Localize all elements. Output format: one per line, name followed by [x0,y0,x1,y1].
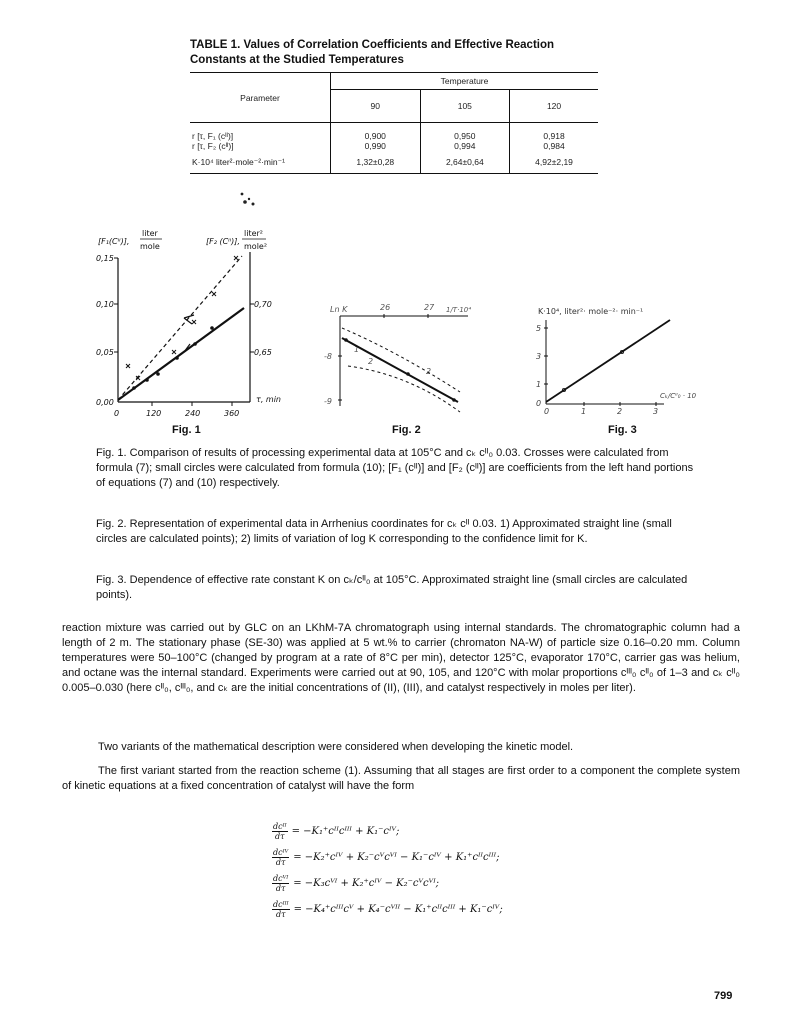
fig1-xtick: 120 [146,409,162,418]
figure-2 [318,296,498,416]
fig3-xtick: 3 [653,407,659,416]
fig1-ytick: 0,05 [96,348,114,357]
temp-120: 120 [546,101,562,111]
fig1-ytick: 0,10 [96,300,114,309]
fig1-right-ylabel-prefix: [F₂ (Cᴵᴵ)], [206,237,240,246]
cell: 0,918 [543,131,565,141]
fig2-curve-label: 2 [368,357,374,366]
equation [272,896,712,922]
data-table [190,72,598,174]
eq-num: dcⱽᴵ [273,873,289,883]
fig1-left-ylabel-top: liter [142,229,158,238]
fig1-dashed-line [118,256,242,400]
fig1-caption: Fig. 1. Comparison of results of processing experimental data at 105°C and cₖ cᴵᴵ₀ 0.03. Crosses were calculated from formula (7); small circles were calculated from formula (10); [F₁ (cᴵᴵ)] and [F₂ (cᴵᴵ)] are coefficients from the left hand portions of equations (7) and (10) respectively. [96,447,694,489]
equation [272,844,712,870]
cell: 0,994 [454,141,476,151]
fig2-line [342,338,458,402]
fig1-crosses [126,256,238,380]
fig1-left-ylabel-prefix: [F₁(Cᴵᴵ)], [98,237,130,246]
param-header: Parameter [190,73,331,123]
fig3-label: Fig. 3 [608,424,637,436]
temp-90: 90 [331,90,421,123]
fig3-xlabel: Cₖ/Cᴵᴵ₀ · 10 [660,392,697,400]
fig1-xtick: 0 [114,409,120,418]
eq-num: dcᴵⱽ [273,847,289,857]
eq-rhs: = −K₂⁺cᴵⱽ + K₂⁻cⱽcⱽᴵ − K₁⁻cᴵⱽ + K₁⁺cᴵᴵcᴵᴵᴵ; [293,851,500,863]
row-param-3: K·10⁴ liter²·mole⁻²·min⁻¹ [190,151,331,174]
cell: 0,900 [364,131,386,141]
fig3-line [546,320,670,402]
fig3-xtick: 0 [544,407,550,416]
eq-num: dcᴵᴵᴵ [273,899,289,909]
fig1-ytick-right: 0,70 [254,300,272,309]
fig2-label: Fig. 2 [392,424,421,436]
fig3-ytick: 0 [536,399,542,408]
eq-den: dτ [275,883,286,893]
body-paragraph-3: The first variant started from the reaction scheme (1). Assuming that all stages are first order to a component the complete system of kinetic equations at a fixed concentration of catalyst will have the form [62,765,740,792]
fig1-ytick: 0,00 [96,398,114,407]
fig3-xtick: 2 [617,407,623,416]
equation-system [272,818,712,922]
body-paragraph-1: reaction mixture was carried out by GLC on an LKhM-7A chromatograph using internal standards. The chromatographic column had a length of 2 m. The stationary phase (SE-30) was applied at 5 wt.% to carrier (chromaton NA-W) of particle size 0.16–0.20 mm. Column temperatures were 50–100°C (changed by program at a rate of 8°C per min), detector 125°C, evaporator 170°C, carrier gas was helium, and octane was the internal standard. Experiments were carried out at 90, 105, and 120°C with molar proportions cᴵᴵᴵ₀ cᴵᴵ₀ of 1–3 and cₖ cᴵᴵ₀ 0.005–0.030 (here cᴵᴵ₀, cᴵᴵᴵ₀, and cₖ are the initial concentrations of (II), (III), and catalyst respectively in moles per liter). [62,622,740,694]
fig2-xtick: 27 [424,303,435,312]
equation [272,818,712,844]
cell: 0,984 [543,141,565,151]
fig3-xtick: 1 [581,407,587,416]
eq-rhs: = −K₁⁺cᴵᴵcᴵᴵᴵ + K₁⁻cᴵⱽ; [291,825,400,837]
temp-105: 105 [420,90,510,123]
page-number: 799 [714,990,733,1002]
fig1-ytick: 0,15 [96,254,114,263]
eq-den: dτ [275,831,285,841]
scan-speck [236,190,266,214]
fig2-xtick: 26 [380,303,391,312]
temp-header: Temperature [331,73,599,90]
fig2-ytick: -9 [324,397,332,406]
cell: 2,64±0,64 [420,151,510,174]
fig1-ytick-right: 0,65 [254,348,272,357]
figure-3 [534,294,704,418]
fig2-ylabel: Ln K [330,305,348,314]
fig1-xtick: 360 [224,409,240,418]
fig3-ylabel: K·10⁴, liter²· mole⁻²· min⁻¹ [538,307,644,316]
fig1-right-ylabel-top: liter² [244,229,263,238]
fig1-left-ylabel-bottom: mole [140,242,160,251]
cell: 0,950 [454,131,476,141]
fig2-caption: Fig. 2. Representation of experimental data in Arrhenius coordinates for cₖ cᴵᴵ 0.03. 1) Approximated straight line (small circles are calculated points); 2) limits of variation of log K corresponding to the confidence limit for K. [96,518,672,545]
fig3-caption: Fig. 3. Dependence of effective rate constant K on cₖ/cᴵᴵ₀ at 105°C. Approximated straight line (small circles are calculated points). [96,574,688,601]
fig2-xlabel: 1/T·10⁴ [446,306,472,314]
eq-num: dcᴵᴵ [273,821,287,831]
row-param-2: r [τ, F₂ (cᴵᴵ)] [192,141,234,151]
eq-rhs: = −K₃cⱽᴵ + K₂⁺cᴵⱽ − K₂⁻cⱽcⱽᴵ; [293,877,440,889]
eq-rhs: = −K₄⁺cᴵᴵᴵcⱽ + K₄⁻cⱽᴵᴵ − K₁⁺cᴵᴵcᴵᴵᴵ + K₁⁻cᴵⱽ; [293,903,503,915]
fig1-right-ylabel-bottom: mole² [244,242,268,251]
eq-den: dτ [276,909,286,919]
body-paragraph-2: Two variants of the mathematical description were considered when developing the kinetic model. [98,741,574,753]
fig3-ytick: 5 [536,324,542,333]
equation [272,870,712,896]
fig2-curve-label: 2 [426,367,432,376]
figure-1 [92,222,302,437]
table-caption: TABLE 1. Values of Correlation Coefficients and Effective Reaction Constants at the Studied Temperatures [190,39,555,66]
eq-den: dτ [275,857,286,867]
cell: 4,92±2,19 [535,157,573,167]
fig2-curve-label: 1 [354,345,360,354]
fig1-label: Fig. 1 [172,424,201,436]
cell: 1,32±0,28 [331,151,421,174]
row-param-1: r [τ, F₁ (cᴵᴵ)] [192,131,234,141]
cell: 0,990 [364,141,386,151]
fig2-ytick: -8 [324,352,332,361]
fig1-xtick: 240 [185,409,201,418]
fig1-xlabel: τ, min [256,395,281,404]
fig1-solid-line [118,308,244,400]
fig3-ytick: 1 [536,380,542,389]
fig3-ytick: 3 [536,352,542,361]
